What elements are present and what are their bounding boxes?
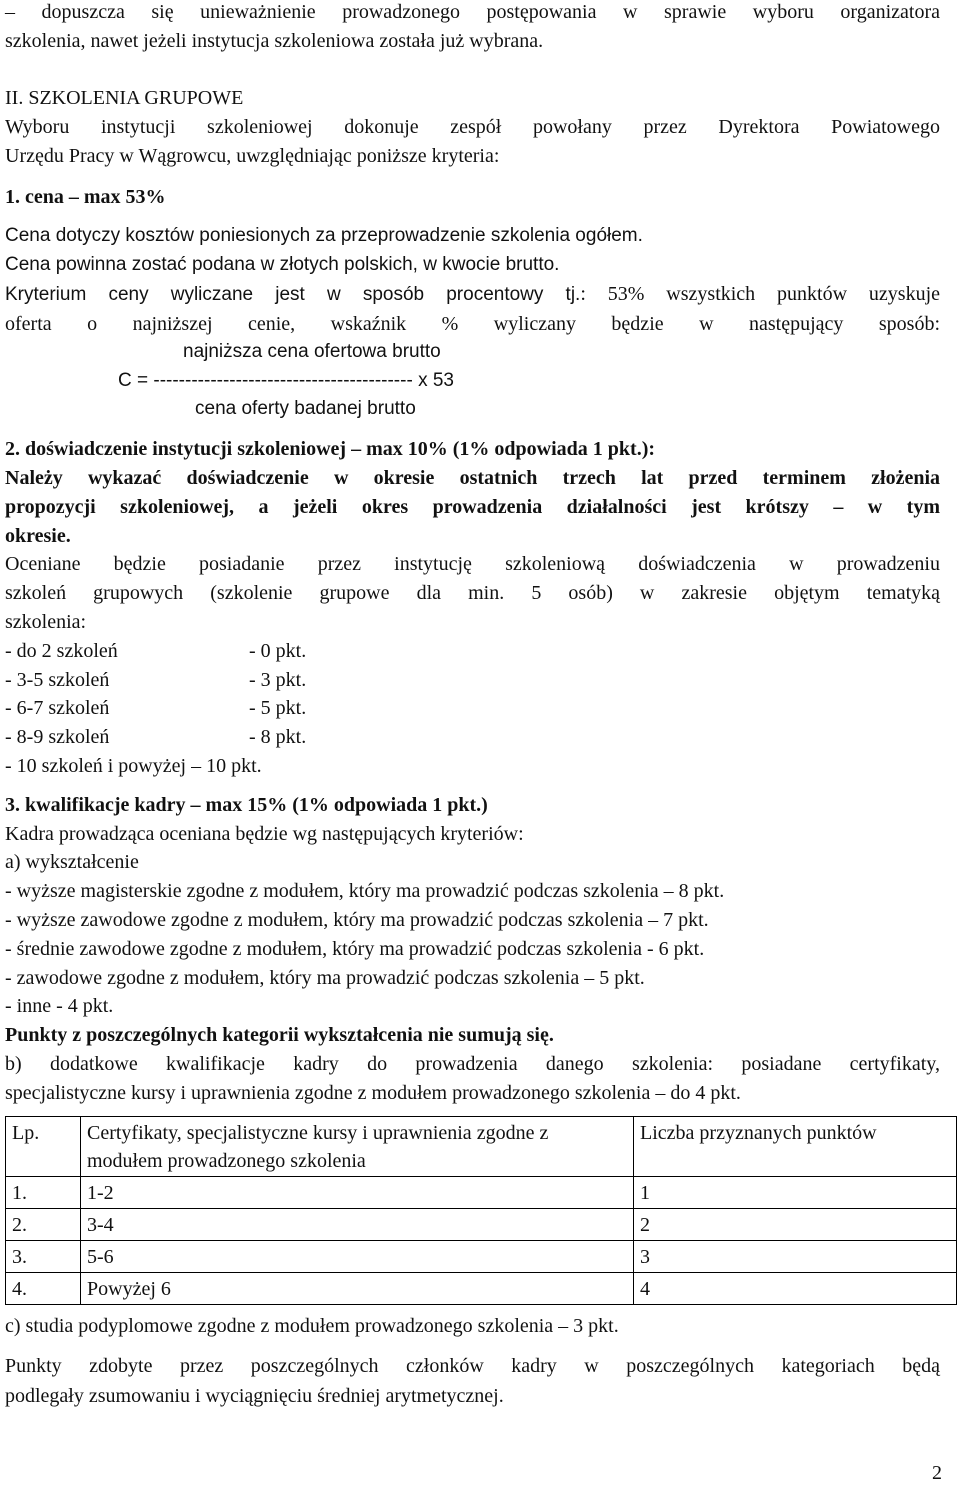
experience-item-points: - 0 pkt.: [249, 640, 307, 662]
criterion-1-line-2: Cena powinna zostać podana w złotych polskich, w kwocie brutto.: [5, 254, 560, 275]
formula-numerator: najniższa cena ofertowa brutto: [183, 341, 441, 362]
section-title: II. SZKOLENIA GRUPOWE: [5, 87, 244, 109]
table-cell: 3: [634, 1241, 957, 1273]
table-row: [6, 1241, 957, 1273]
experience-item: [5, 639, 306, 663]
experience-item-label: - 3-5 szkoleń: [5, 669, 110, 691]
criterion-1-line-4: oferta o najniższej cenie, wskaźnik % wyliczany będzie w następujący sposób:: [5, 313, 940, 335]
table-cell: Powyżej 6: [81, 1273, 634, 1305]
table-header-cell: Liczba przyznanych punktów: [634, 1117, 957, 1177]
no-sum-note: Punkty z poszczególnych kategorii wykształcenia nie sumują się.: [5, 1024, 554, 1046]
experience-item: [5, 725, 306, 749]
criterion-2-paragraph-line-3: szkolenia:: [5, 611, 87, 633]
table-cell: 1: [634, 1177, 957, 1209]
education-item: - wyższe magisterskie zgodne z modułem, który ma prowadzić podczas szkolenia – 8 pkt.: [5, 880, 725, 902]
intro-line-2: szkolenia, nawet jeżeli instytucja szkoleniowa została już wybrana.: [5, 30, 544, 52]
table-row: [6, 1209, 957, 1241]
experience-item: [5, 696, 306, 720]
experience-item-label: - do 2 szkoleń: [5, 640, 118, 662]
page-number: 2: [932, 1462, 942, 1484]
experience-item-label: - 8-9 szkoleń: [5, 726, 110, 748]
table-row: [6, 1273, 957, 1305]
criterion-3-heading: 3. kwalifikacje kadry – max 15% (1% odpowiada 1 pkt.): [5, 794, 488, 816]
criterion-2-bold-line-2: propozycji szkoleniowej, a jeżeli okres prowadzenia działalności jest krótszy – w tym: [5, 496, 940, 518]
section-intro-line-2: Urzędu Pracy w Wągrowcu, uwzględniając poniższe kryteria:: [5, 145, 500, 167]
table-cell: 1-2: [81, 1177, 634, 1209]
postgraduate-line: c) studia podyplomowe zgodne z modułem prowadzonego szkolenia – 3 pkt.: [5, 1315, 619, 1337]
table-cell: 2: [634, 1209, 957, 1241]
criterion-2-heading: 2. doświadczenie instytucji szkoleniowej – max 10% (1% odpowiada 1 pkt.):: [5, 438, 656, 460]
criterion-1-line-3: [5, 282, 940, 307]
experience-item-points: - 8 pkt.: [249, 726, 307, 748]
table-cell: 3-4: [81, 1209, 634, 1241]
table-header-row: [6, 1117, 957, 1177]
qualifications-table: [5, 1116, 957, 1305]
criterion-2-bold-line-1: Należy wykazać doświadczenie w okresie ostatnich trzech lat przed terminem złożenia: [5, 467, 940, 489]
criterion-2-paragraph-line-2: szkoleń grupowych (szkolenie grupowe dla min. 5 osób) w zakresie objętym tematyką: [5, 582, 940, 604]
experience-item-points: - 3 pkt.: [249, 669, 307, 691]
criterion-1-heading: 1. cena – max 53%: [5, 186, 166, 208]
section-intro-line-1: Wyboru instytucji szkoleniowej dokonuje zespół powołany przez Dyrektora Powiatowego: [5, 116, 940, 138]
formula-denominator: cena oferty badanej brutto: [195, 398, 416, 419]
final-line-2: podlegały zsumowaniu i wyciągnięciu średniej arytmetycznej.: [5, 1385, 504, 1407]
intro-line-1: – dopuszcza się unieważnienie prowadzonego postępowania w sprawie wyboru organizatora: [5, 1, 940, 23]
table-cell: 4.: [6, 1273, 81, 1305]
experience-item-points: - 5 pkt.: [249, 697, 307, 719]
table-header-cell: Lp.: [6, 1117, 81, 1177]
experience-item-label: - 6-7 szkoleń: [5, 697, 110, 719]
criterion-2-paragraph-line-1: Oceniane będzie posiadanie przez instytucję szkoleniową doświadczenia w prowadzeniu: [5, 553, 940, 575]
table-cell: 5-6: [81, 1241, 634, 1273]
formula-line: C = ----------------------------------------- x 53: [118, 370, 454, 391]
education-item: - wyższe zawodowe zgodne z modułem, który ma prowadzić podczas szkolenia – 7 pkt.: [5, 909, 709, 931]
experience-item: [5, 668, 306, 692]
additional-qualifications-line-1: b) dodatkowe kwalifikacje kadry do prowadzenia danego szkolenia: posiadane certyfikaty,: [5, 1053, 940, 1075]
criterion-2-bold-line-3: okresie.: [5, 525, 71, 547]
table-header-cell: Certyfikaty, specjalistyczne kursy i uprawnienia zgodne z modułem prowadzonego szkolenia: [81, 1117, 634, 1177]
education-title: a) wykształcenie: [5, 851, 139, 873]
additional-qualifications-line-2: specjalistyczne kursy i uprawnienia zgodne z modułem prowadzonego szkolenia – do 4 pkt.: [5, 1082, 741, 1104]
criterion-1-line-3a: Kryterium ceny wyliczane jest w sposób procentowy tj.: [5, 284, 581, 305]
criterion-1-line-1: Cena dotyczy kosztów poniesionych za przeprowadzenie szkolenia ogółem.: [5, 225, 643, 246]
criterion-3-intro: Kadra prowadząca oceniana będzie wg następujących kryteriów:: [5, 823, 524, 845]
education-item: - średnie zawodowe zgodne z modułem, który ma prowadzić podczas szkolenia - 6 pkt.: [5, 938, 705, 960]
education-item: - inne - 4 pkt.: [5, 995, 114, 1017]
table-cell: 3.: [6, 1241, 81, 1273]
experience-item-last: - 10 szkoleń i powyżej – 10 pkt.: [5, 755, 262, 777]
table-cell: 4: [634, 1273, 957, 1305]
criterion-1-line-3b: : 53% wszystkich punktów uzyskuje: [580, 283, 941, 305]
table-row: [6, 1177, 957, 1209]
education-item: - zawodowe zgodne z modułem, który ma prowadzić podczas szkolenia – 5 pkt.: [5, 967, 645, 989]
final-line-1: Punkty zdobyte przez poszczególnych członków kadry w poszczególnych kategoriach będą: [5, 1355, 940, 1377]
table-cell: 1.: [6, 1177, 81, 1209]
table-cell: 2.: [6, 1209, 81, 1241]
